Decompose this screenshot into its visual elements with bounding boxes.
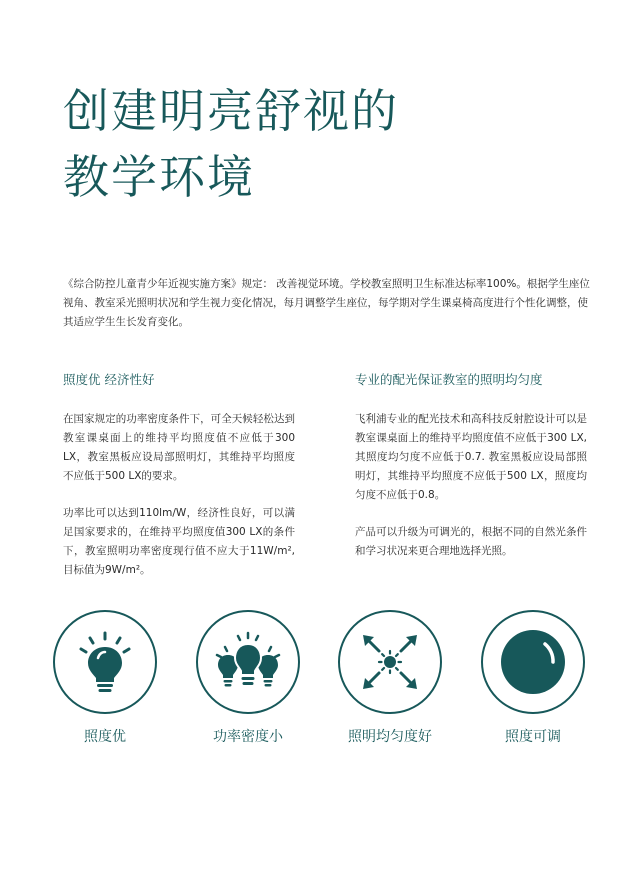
left-column	[63, 370, 295, 598]
right-paragraph-1: 飞利浦专业的配光技术和高科技反射腔设计可以是教室课桌面上的维持平均照度值不应低于300 LX,其照度均匀度不应低于0.7. 教室黑板应设局部照明灯，其维持平均照度不应低于500 LX，照度均匀度不应低于0.8。	[355, 413, 587, 501]
feature-illuminance	[50, 610, 160, 746]
feature-uniformity-label: 照明均匀度好	[348, 729, 432, 745]
left-heading: 照度优 经济性好	[63, 372, 155, 387]
bulb-icon	[70, 627, 140, 697]
dimmer-icon	[495, 624, 571, 700]
feature-power-density	[193, 610, 303, 746]
uniformity-icon	[355, 627, 425, 697]
feature-dimmable-label: 照度可调	[505, 729, 561, 745]
bulbs-icon	[211, 627, 285, 697]
feature-illuminance-label: 照度优	[84, 729, 126, 745]
dimmer-icon-ring	[481, 610, 585, 714]
right-column	[355, 370, 587, 579]
right-paragraph-2: 产品可以升级为可调光的，根据不同的自然光条件和学习状况来更合理地选择光照。	[355, 526, 587, 557]
left-paragraph-2: 功率比可以达到110lm/W，经济性良好，可以满足国家要求的，在维持平均照度值300 LX的条件下，教室照明功率密度现行值不应大于11W/m²,目标值为9W/m²。	[63, 507, 295, 576]
feature-uniformity	[335, 610, 445, 746]
uniformity-icon-ring	[338, 610, 442, 714]
intro-paragraph: 《综合防控儿童青少年近视实施方案》规定： 改善视觉环境。学校教室照明卫生标准达标率100%。根据学生座位视角、教室采光照明状况和学生视力变化情况，每月调整学生座位，每学期对学生课桌椅高度进行个性化调整，使其适应学生生长发育变化。	[63, 278, 590, 328]
title-line-2: 教学环境	[63, 150, 255, 204]
page-title	[63, 78, 583, 210]
title-line-1: 创建明亮舒视的	[63, 84, 399, 138]
right-heading: 专业的配光保证教室的照明均匀度	[355, 372, 543, 387]
feature-icons	[50, 610, 590, 750]
bulb-icon-ring	[53, 610, 157, 714]
feature-dimmable	[478, 610, 588, 746]
bulbs-icon-ring	[196, 610, 300, 714]
feature-power-density-label: 功率密度小	[213, 729, 283, 745]
left-paragraph-1: 在国家规定的功率密度条件下，可全天候轻松达到教室课桌面上的维持平均照度值不应低于300 LX，教室黑板应设局部照明灯，其维持平均照度不应低于500 LX的要求。	[63, 413, 295, 482]
